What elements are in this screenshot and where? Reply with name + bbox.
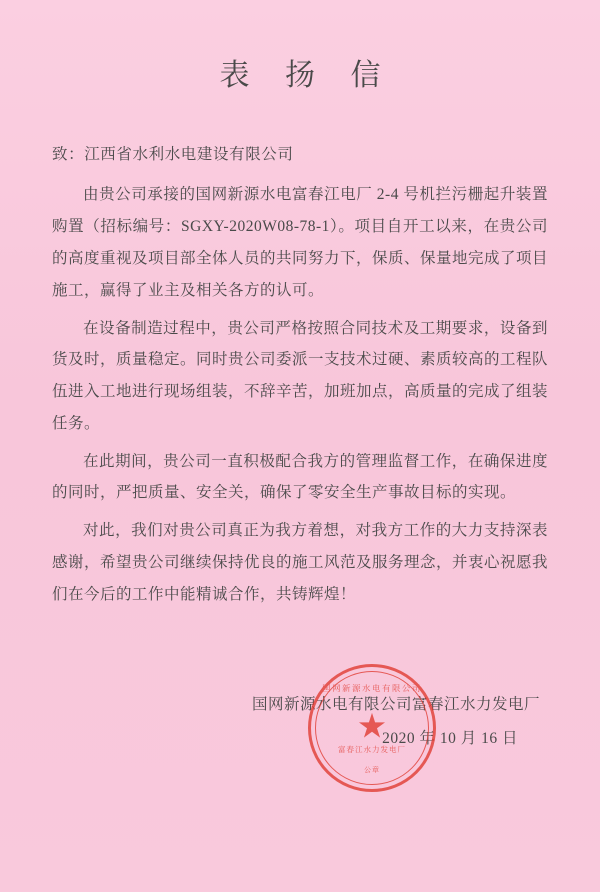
seal-bottom-text: 公章 (364, 767, 380, 774)
signature-block (252, 688, 540, 756)
page-title: 表 扬 信 (219, 59, 395, 92)
paragraph: 对此，我们对贵公司真正为我方着想，对我方工作的大力支持深表感谢，希望贵公司继续保持优良的施工风范及服务理念，并衷心祝愿我们在今后的工作中能精诚合作，共铸辉煌！ (52, 522, 549, 603)
signature-organization: 国网新源水电有限公司富春江水力发电厂 (251, 695, 540, 713)
letter-body (52, 179, 548, 610)
paragraph: 在设备制造过程中，贵公司严格按照合同技术及工期要求，设备到货及时，质量稳定。同时贵公司委派一支技术过硬、素质较高的工程队伍进入工地进行现场组装，不辞辛苦，加班加点，高质量的完成了组装任务。 (52, 319, 549, 432)
salutation: 致：江西省水利水电建设有限公司 (52, 146, 294, 163)
seal-mid-text: 富春江水力发电厂 (338, 745, 406, 754)
signature-date: 2020 年 10 月 16 日 (382, 729, 518, 747)
seal-star-icon: ★ (356, 708, 388, 746)
paragraph: 在此期间，贵公司一直积极配合我方的管理监督工作，在确保进度的同时，严把质量、安全关，确保了零安全生产事故目标的实现。 (52, 452, 548, 502)
seal-top-text: 国网新源水电有限公司 (322, 684, 422, 693)
paragraph: 由贵公司承接的国网新源水电富春江电厂 2-4 号机拦污栅起升装置购置（招标编号：SGXY-2020W08-78-1）。项目自开工以来，在贵公司的高度重视及项目部全体人员的共同努力下，保质、保量地完成了项目施工，赢得了业主及相关各方的认可。 (52, 186, 549, 299)
